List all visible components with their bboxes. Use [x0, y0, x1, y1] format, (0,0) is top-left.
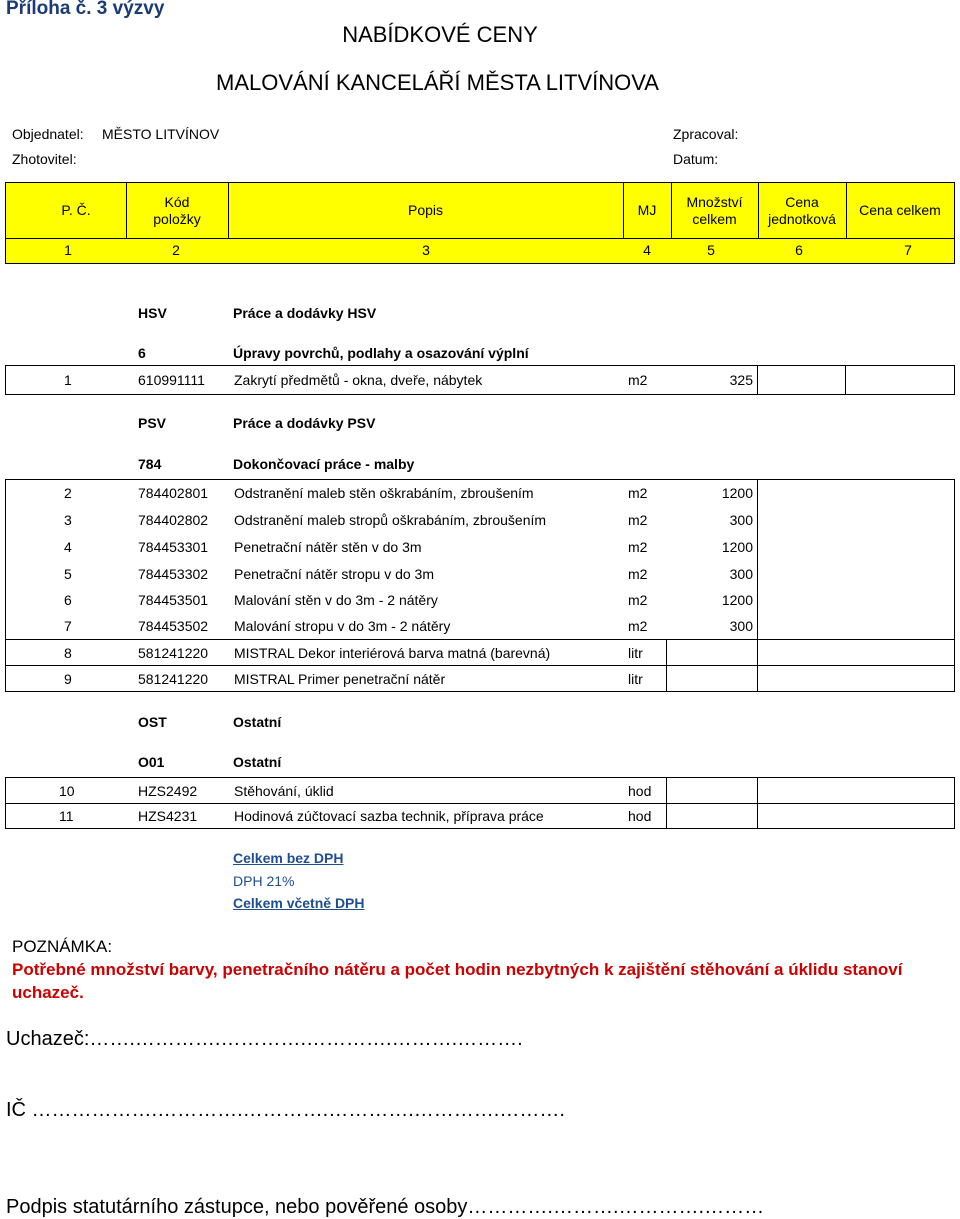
- row-code: 610991111: [138, 372, 205, 388]
- row-description: Odstranění maleb stěn oškrabáním, zbroušením: [234, 485, 534, 501]
- header-unit-price: [758, 183, 846, 238]
- section-title: Ostatní: [233, 714, 282, 730]
- row-quantity: 1200: [721, 538, 753, 555]
- row-description: MISTRAL Dekor interiérová barva matná (barevná): [234, 644, 551, 661]
- group-code: O01: [138, 754, 165, 770]
- row-description: Malování stropu v do 3m - 2 nátěry: [234, 618, 451, 634]
- row-description: Zakrytí předmětů - okna, dveře, nábytek: [234, 372, 483, 388]
- row-unit: litr: [628, 644, 643, 661]
- row-code: 784453302: [138, 565, 209, 582]
- table-row: [5, 506, 955, 533]
- header-code-line2: položky: [153, 210, 201, 227]
- attachment-label: Příloha č. 3 výzvy: [6, 0, 165, 19]
- group-title: Úpravy povrchů, podlahy a osazování výplní: [233, 345, 529, 361]
- group-code: 6: [138, 345, 146, 361]
- client-value: MĚSTO LITVÍNOV: [102, 126, 220, 142]
- row-description: Penetrační nátěr stropu v do 3m: [234, 565, 434, 582]
- header-quantity: [671, 183, 758, 238]
- date-label: Datum:: [673, 151, 719, 167]
- bidder-field: Uchazeč:…….………….………….………….……….……….: [6, 1028, 523, 1050]
- table-row: [5, 587, 955, 613]
- header-description: Popis: [407, 202, 444, 218]
- row-number: 11: [59, 808, 74, 824]
- table-row: [5, 613, 955, 639]
- row-number: 10: [59, 782, 75, 799]
- column-number: 3: [422, 242, 430, 258]
- group-code: 784: [138, 456, 162, 472]
- header-code-line1: Kód: [164, 193, 190, 210]
- note-text: Potřebné množství barvy, penetračního nátěru a počet hodin nezbytných k zajištění stěhování a úklidu stanoví uchazeč.: [12, 960, 903, 1002]
- row-code: 581241220: [138, 644, 209, 661]
- row-code: 784402801: [138, 485, 209, 501]
- contractor-label: Zhotovitel:: [12, 151, 77, 167]
- table-row: [5, 803, 955, 829]
- row-unit: m2: [628, 565, 648, 582]
- group-title: Ostatní: [233, 754, 282, 770]
- header-unit-price-line2: jednotková: [768, 210, 836, 227]
- ic-field: IČ ……………….………….………….………….………….……….: [6, 1099, 565, 1121]
- row-unit: hod: [628, 782, 652, 799]
- row-unit: hod: [628, 808, 652, 824]
- row-number: 1: [64, 372, 72, 388]
- section-code: PSV: [138, 415, 167, 431]
- column-number: 6: [795, 242, 803, 258]
- header-code: [126, 183, 228, 238]
- row-number: 6: [64, 592, 72, 608]
- row-number: 3: [64, 511, 72, 528]
- column-number: 5: [707, 242, 715, 258]
- row-description: Malování stěn v do 3m - 2 nátěry: [234, 592, 438, 608]
- table-row: [5, 479, 955, 506]
- table-row: [5, 639, 955, 666]
- row-code: 784453501: [138, 592, 209, 608]
- row-quantity: 300: [729, 618, 753, 634]
- row-quantity: 300: [729, 511, 753, 528]
- row-code: 784402802: [138, 511, 209, 528]
- row-description: Odstranění maleb stropů oškrabáním, zbroušením: [234, 511, 547, 528]
- row-quantity: 300: [729, 565, 753, 582]
- row-unit: litr: [628, 670, 643, 687]
- table-header: [5, 182, 955, 264]
- column-number: 4: [643, 242, 651, 258]
- header-mj: MJ: [637, 202, 657, 218]
- group-title: Dokončovací práce - malby: [233, 456, 415, 472]
- column-number: 2: [172, 242, 180, 258]
- row-description: Hodinová zúčtovací sazba technik, příprava práce: [234, 808, 544, 824]
- signature-field: Podpis statutárního zástupce, nebo pověřené osoby………….……….………….………: [6, 1196, 765, 1218]
- table-row: [5, 365, 955, 395]
- row-code: 784453301: [138, 538, 209, 555]
- client-label: Objednatel:: [12, 126, 84, 142]
- header-total: Cena celkem: [859, 202, 941, 218]
- row-number: 5: [64, 565, 72, 582]
- section-title: Práce a dodávky PSV: [233, 415, 376, 431]
- document-title: NABÍDKOVÉ CENY: [342, 22, 538, 47]
- row-unit: m2: [628, 618, 648, 634]
- row-quantity: 1200: [721, 485, 753, 501]
- table-row: [5, 777, 955, 804]
- row-description: MISTRAL Primer penetrační nátěr: [234, 670, 446, 687]
- row-description: Penetrační nátěr stěn v do 3m: [234, 538, 422, 555]
- row-code: 581241220: [138, 670, 209, 687]
- prepared-by-label: Zpracoval:: [673, 126, 739, 142]
- note-label: POZNÁMKA:: [12, 937, 113, 956]
- row-unit: m2: [628, 538, 648, 555]
- row-number: 9: [64, 670, 72, 687]
- row-number: 8: [64, 644, 72, 661]
- header-pc: P. Č.: [61, 202, 91, 218]
- document-subtitle: MALOVÁNÍ KANCELÁŘÍ MĚSTA LITVÍNOVA: [216, 70, 659, 95]
- total-gross-label: Celkem včetně DPH: [233, 895, 365, 911]
- row-unit: m2: [628, 372, 648, 388]
- row-code: 784453502: [138, 618, 209, 634]
- row-code: HZS4231: [138, 808, 198, 824]
- row-quantity: 325: [729, 372, 753, 388]
- header-quantity-line2: celkem: [692, 210, 737, 227]
- header-unit-price-line1: Cena: [785, 193, 819, 210]
- table-row: [5, 560, 955, 587]
- table-row: [5, 665, 955, 692]
- row-number: 4: [64, 538, 72, 555]
- row-description: Stěhování, úklid: [234, 782, 334, 799]
- section-code: HSV: [138, 305, 167, 321]
- table-row: [5, 533, 955, 560]
- section-code: OST: [138, 714, 167, 730]
- row-unit: m2: [628, 485, 648, 501]
- total-net-label: Celkem bez DPH: [233, 850, 344, 866]
- section-title: Práce a dodávky HSV: [233, 305, 377, 321]
- header-quantity-line1: Množství: [686, 193, 743, 210]
- column-number: 1: [64, 242, 72, 258]
- row-code: HZS2492: [138, 782, 198, 799]
- row-quantity: 1200: [721, 592, 753, 608]
- column-number: 7: [904, 242, 912, 258]
- row-unit: m2: [628, 511, 648, 528]
- row-number: 2: [64, 485, 72, 501]
- row-number: 7: [64, 618, 72, 634]
- vat-label: DPH 21%: [233, 873, 295, 889]
- row-unit: m2: [628, 592, 648, 608]
